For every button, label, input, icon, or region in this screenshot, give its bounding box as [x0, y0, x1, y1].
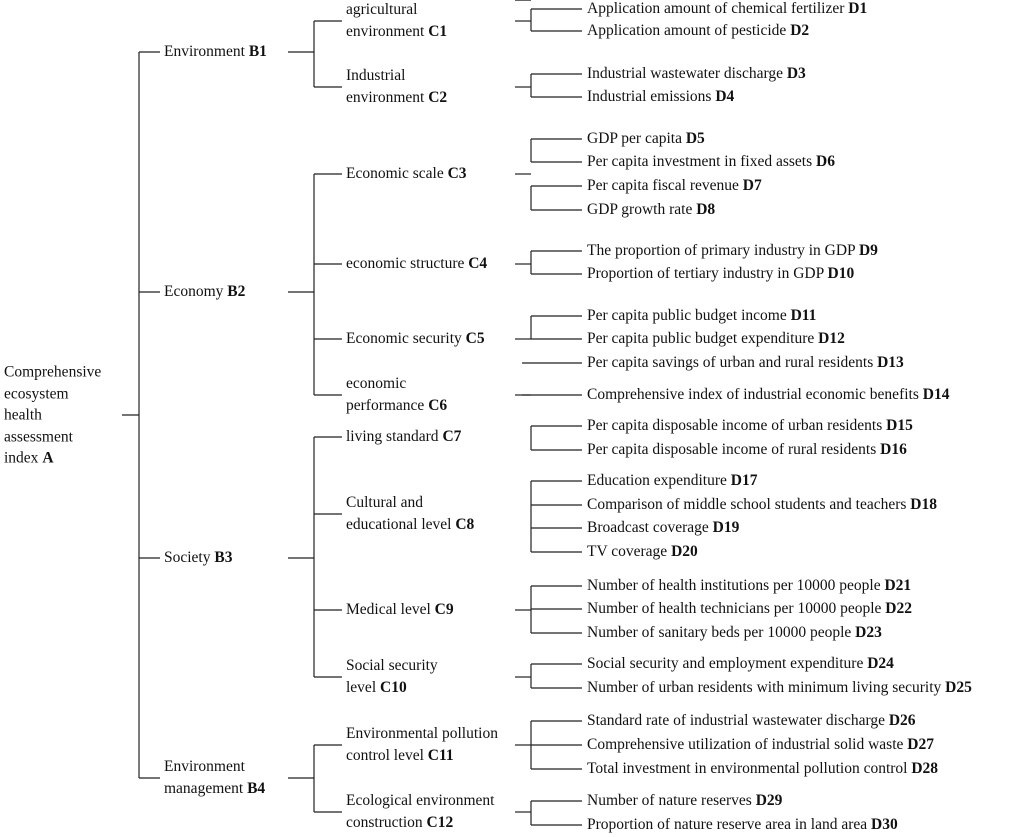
node-d18-code: D18: [910, 496, 937, 513]
node-d6-text: Per capita investment in fixed assets: [587, 153, 813, 170]
node-d14: [587, 384, 949, 406]
node-c3-code: C3: [447, 165, 467, 182]
node-c2: [346, 65, 447, 109]
node-d22: [587, 598, 912, 620]
node-d22-text: Number of health technicians per 10000 people: [587, 600, 882, 617]
node-d16-text: Per capita disposable income of rural residents: [587, 441, 877, 458]
node-d6: [587, 151, 835, 173]
node-b4-text: Environment management: [164, 758, 245, 797]
node-d7-text: Per capita fiscal revenue: [587, 177, 739, 194]
node-c5-code: C5: [465, 330, 485, 347]
node-d21: [587, 575, 911, 597]
node-c11-code: C11: [427, 747, 454, 764]
node-d29: [587, 790, 782, 812]
node-c4-text: economic structure: [346, 255, 465, 272]
node-d3-code: D3: [786, 65, 806, 82]
node-d20-text: TV coverage: [587, 543, 668, 560]
node-c4: [346, 253, 487, 275]
node-d15: [587, 415, 913, 437]
node-d19-text: Broadcast coverage: [587, 519, 709, 536]
node-d2-code: D2: [790, 22, 810, 39]
node-d23: [587, 622, 882, 644]
node-c9-text: Medical level: [346, 601, 431, 618]
node-d13-code: D13: [877, 354, 904, 371]
node-d18: [587, 494, 937, 516]
node-d5: [587, 128, 705, 150]
node-d30: [587, 814, 898, 836]
node-d29-code: D29: [755, 792, 783, 809]
node-d12: [587, 328, 845, 350]
node-d26-text: Standard rate of industrial wastewater discharge: [587, 712, 885, 729]
node-d8: [587, 199, 715, 221]
node-d15-code: D15: [886, 417, 913, 434]
node-b3: [164, 547, 232, 569]
node-d8-code: D8: [696, 201, 716, 218]
node-c8-code: C8: [455, 516, 475, 533]
node-c6-text: economic performance: [346, 375, 425, 414]
node-d20: [587, 541, 698, 563]
node-d1-code: D1: [848, 0, 868, 17]
node-d14-code: D14: [922, 386, 950, 403]
node-root: [4, 361, 101, 469]
node-d17-code: D17: [730, 472, 758, 489]
node-d25: [587, 677, 972, 699]
node-d10-text: Proportion of tertiary industry in GDP: [587, 265, 824, 282]
node-d21-code: D21: [884, 577, 912, 594]
node-b4-code: B4: [247, 780, 266, 797]
node-d10-code: D10: [827, 265, 855, 282]
node-c5-text: Economic security: [346, 330, 462, 347]
node-c8: [346, 492, 474, 536]
node-root-text: Comprehensive ecosystem health assessment index: [4, 363, 102, 467]
node-d3-text: Industrial wastewater discharge: [587, 65, 783, 82]
node-d21-text: Number of health institutions per 10000 people: [587, 577, 881, 594]
node-c2-text: Industrial environment: [346, 67, 425, 106]
node-c3-text: Economic scale: [346, 165, 444, 182]
node-b2-code: B2: [227, 283, 246, 300]
node-d30-text: Proportion of nature reserve area in land area: [587, 816, 868, 833]
node-c10-code: C10: [380, 679, 407, 696]
node-d27-text: Comprehensive utilization of industrial solid waste: [587, 736, 904, 753]
node-b2-text: Economy: [164, 283, 224, 300]
node-d4: [587, 86, 734, 108]
node-c12-code: C12: [426, 814, 454, 831]
node-c11-text: Environmental pollution control level: [346, 725, 498, 764]
node-d18-text: Comparison of middle school students and teachers: [587, 496, 907, 513]
node-d24-code: D24: [867, 655, 894, 672]
node-c2-code: C2: [428, 89, 448, 106]
node-d17: [587, 470, 757, 492]
node-d11-code: D11: [790, 307, 817, 324]
node-c12-text: Ecological environment construction: [346, 792, 495, 831]
node-c4-code: C4: [468, 255, 488, 272]
node-d9-text: The proportion of primary industry in GDP: [587, 242, 856, 259]
node-root-code: A: [42, 449, 54, 467]
node-b3-code: B3: [214, 549, 233, 566]
node-d2-text: Application amount of pesticide: [587, 22, 787, 39]
node-d7: [587, 175, 762, 197]
node-d5-text: GDP per capita: [587, 130, 682, 147]
node-c1-code: C1: [428, 23, 448, 40]
node-d12-text: Per capita public budget expenditure: [587, 330, 815, 347]
node-d16: [587, 439, 907, 461]
node-d29-text: Number of nature reserves: [587, 792, 752, 809]
node-c1-text: agricultural environment: [346, 1, 425, 40]
node-c8-text: Cultural and educational level: [346, 494, 452, 533]
node-d26: [587, 710, 916, 732]
node-c3: [346, 163, 467, 185]
node-d1: [587, 0, 867, 20]
node-d12-code: D12: [818, 330, 845, 347]
node-d4-text: Industrial emissions: [587, 88, 712, 105]
node-b2: [164, 281, 245, 303]
node-c9-code: C9: [434, 601, 454, 618]
node-d27-code: D27: [907, 736, 934, 753]
node-d23-code: D23: [855, 624, 882, 641]
node-d22-code: D22: [885, 600, 912, 617]
node-c10-text: Social security level: [346, 657, 438, 696]
node-d25-text: Number of urban residents with minimum living security: [587, 679, 942, 696]
node-d7-code: D7: [742, 177, 762, 194]
node-d16-code: D16: [880, 441, 907, 458]
node-d30-code: D30: [871, 816, 898, 833]
node-d8-text: GDP growth rate: [587, 201, 693, 218]
node-c6-code: C6: [428, 397, 448, 414]
node-b4: [164, 756, 265, 800]
node-b3-text: Society: [164, 549, 211, 566]
node-d13: [587, 352, 904, 374]
node-c9: [346, 599, 454, 621]
node-d14-text: Comprehensive index of industrial economic benefits: [587, 386, 919, 403]
node-d23-text: Number of sanitary beds per 10000 people: [587, 624, 852, 641]
node-d15-text: Per capita disposable income of urban residents: [587, 417, 883, 434]
node-d20-code: D20: [671, 543, 698, 560]
node-c10: [346, 655, 438, 699]
node-d19-code: D19: [712, 519, 740, 536]
node-b1-text: Environment: [164, 43, 245, 60]
node-d6-code: D6: [816, 153, 835, 170]
node-d24: [587, 653, 894, 675]
node-d9: [587, 240, 878, 262]
node-c7: [346, 426, 461, 448]
node-d2: [587, 20, 809, 42]
node-d11-text: Per capita public budget income: [587, 307, 787, 324]
node-d10: [587, 263, 854, 285]
node-d26-code: D26: [888, 712, 916, 729]
node-d19: [587, 517, 739, 539]
node-d28-code: D28: [911, 760, 939, 777]
node-d9-code: D9: [858, 242, 878, 259]
node-d1-text: Application amount of chemical fertilizer: [587, 0, 845, 17]
node-d13-text: Per capita savings of urban and rural residents: [587, 354, 874, 371]
node-d17-text: Education expenditure: [587, 472, 727, 489]
node-c5: [346, 328, 485, 350]
node-c11: [346, 723, 498, 767]
node-d11: [587, 305, 816, 327]
node-c6: [346, 373, 447, 417]
node-d24-text: Social security and employment expenditure: [587, 655, 864, 672]
node-c1: [346, 0, 447, 43]
node-d28: [587, 758, 938, 780]
node-d3: [587, 63, 806, 85]
node-c7-code: C7: [442, 428, 462, 445]
node-c7-text: living standard: [346, 428, 439, 445]
node-c12: [346, 790, 495, 834]
node-b1: [164, 41, 267, 63]
node-d4-code: D4: [715, 88, 735, 105]
node-d27: [587, 734, 934, 756]
node-d5-code: D5: [685, 130, 705, 147]
node-b1-code: B1: [248, 43, 267, 60]
node-d28-text: Total investment in environmental pollution control: [587, 760, 908, 777]
node-d25-code: D25: [945, 679, 972, 696]
